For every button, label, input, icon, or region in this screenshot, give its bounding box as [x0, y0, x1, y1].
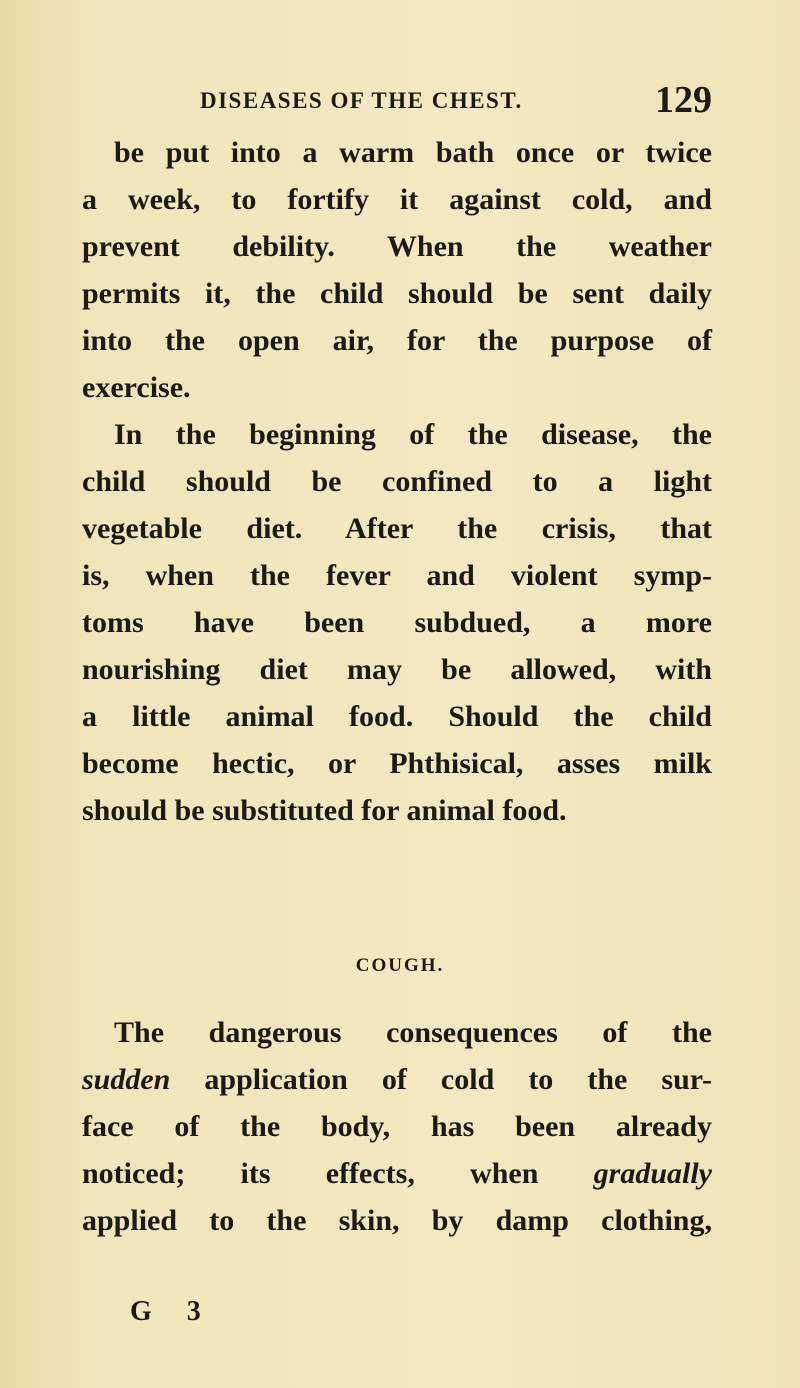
text-line [82, 182, 712, 218]
text-line [82, 1156, 712, 1192]
text-segment: toms have been subdued, a more [82, 606, 712, 639]
text-segment: a little animal food. Should the child [82, 700, 712, 733]
text-line [82, 1109, 712, 1145]
italic-word: sudden [82, 1063, 171, 1096]
text-line [82, 652, 712, 688]
text-segment: vegetable diet. After the crisis, that [82, 512, 712, 545]
text-line [82, 605, 712, 641]
text-line [114, 1015, 712, 1051]
italic-word: gradually [593, 1157, 712, 1190]
text-segment: In the beginning of the disease, the [114, 418, 712, 451]
text-segment: child should be confined to a light [82, 465, 712, 498]
text-segment: noticed; its effects, when [82, 1157, 594, 1190]
text-line [82, 1062, 712, 1098]
text-segment: face of the body, has been already [82, 1110, 712, 1143]
text-line [82, 229, 712, 265]
text-segment: prevent debility. When the weather [82, 230, 712, 263]
signature-mark: G 3 [130, 1296, 215, 1327]
text-line [82, 511, 712, 547]
text-segment: exercise. [82, 371, 191, 404]
text-line [82, 558, 712, 594]
section-heading: COUGH. [355, 955, 445, 976]
text-line [114, 417, 712, 453]
text-segment: become hectic, or Phthisical, asses milk [82, 747, 712, 780]
text-segment: application of cold to the sur- [170, 1063, 712, 1096]
text-segment: a week, to fortify it against cold, and [82, 183, 712, 216]
text-segment: permits it, the child should be sent daily [82, 277, 712, 310]
page-header [200, 78, 712, 122]
text-segment: should be substituted for animal food. [82, 794, 567, 827]
text-line [82, 699, 712, 735]
text-line [82, 276, 712, 312]
text-line [82, 746, 712, 782]
text-line [82, 370, 712, 406]
text-segment: The dangerous consequences of the [114, 1016, 712, 1049]
page-number: 129 [655, 79, 712, 121]
text-line [114, 135, 712, 171]
text-line [82, 1203, 712, 1239]
running-title: DISEASES OF THE CHEST. [200, 88, 523, 113]
text-line [82, 793, 712, 829]
text-segment: into the open air, for the purpose of [82, 324, 712, 357]
text-segment: applied to the skin, by damp clothing, [82, 1204, 712, 1237]
text-segment: is, when the fever and violent symp- [82, 559, 712, 592]
text-line [82, 464, 712, 500]
text-segment: be put into a warm bath once or twice [114, 136, 712, 169]
text-segment: nourishing diet may be allowed, with [82, 653, 712, 686]
text-line [82, 323, 712, 359]
